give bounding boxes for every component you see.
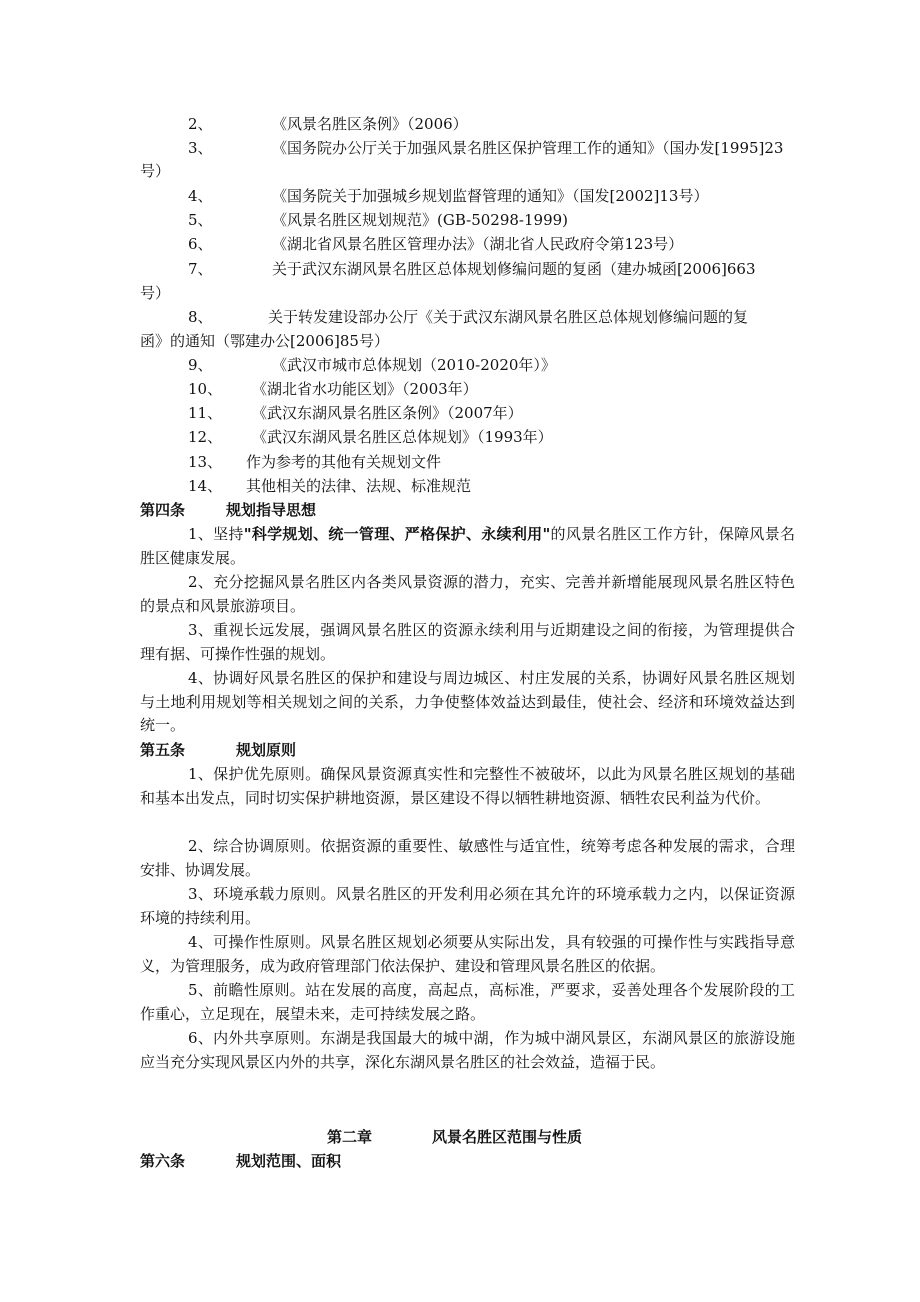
chapter-2-title: 风景名胜区范围与性质 xyxy=(432,1128,583,1146)
list-item-continuation: 号） xyxy=(140,162,171,180)
article-5-title: 规划原则 xyxy=(236,741,297,759)
list-item: 2、 xyxy=(188,115,213,133)
article-5-item-3: 3、环境承载力原则。风景名胜区的开发利用必须在其允许的环境承载力之内，以保证资源环境的持续利用。 xyxy=(140,885,795,927)
article-4-item-2: 2、充分挖掘风景名胜区内各类风景资源的潜力，充实、完善并新增能展现风景名胜区特色的景点和风景旅游项目。 xyxy=(140,573,795,615)
article-5-item-5: 5、前瞻性原则。站在发展的高度，高起点，高标准，严要求，妥善处理各个发展阶段的工作重心，立足现在，展望未来，走可持续发展之路。 xyxy=(140,981,795,1023)
chapter-2-label: 第二章 xyxy=(327,1128,373,1146)
article-4-title: 规划指导思想 xyxy=(226,501,317,519)
list-item-text: 关于转发建设部办公厅《关于武汉东湖风景名胜区总体规划修编问题的复 xyxy=(268,308,749,326)
article-5-item-6: 6、内外共享原则。东湖是我国最大的城中湖，作为城中湖风景区，东湖风景区的旅游设施应当充分实现风景区内外的共享，深化东湖风景名胜区的社会效益，造福于民。 xyxy=(140,1029,795,1071)
list-item-text: 《风景名胜区规划规范》(GB-50298-1999) xyxy=(272,211,569,229)
article-5-item-2: 2、综合协调原则。依据资源的重要性、敏感性与适宜性，统筹考虑各种发展的需求，合理安排、协调发展。 xyxy=(140,837,795,879)
list-item-text: 《风景名胜区条例》（2006） xyxy=(272,115,468,133)
list-item: 8、 xyxy=(188,308,213,326)
article-4-label: 第四条 xyxy=(140,501,186,519)
list-item: 14、 xyxy=(188,477,223,495)
article-4-item-4: 4、协调好风景名胜区的保护和建设与周边城区、村庄发展的关系，协调好风景名胜区规划与土地利用规划等相关规划之间的关系，力争使整体效益达到最佳，使社会、经济和环境效益达到统一。 xyxy=(140,669,795,735)
list-item-text: 《武汉东湖风景名胜区总体规划》（1993年） xyxy=(252,428,553,446)
list-item: 9、 xyxy=(188,356,213,374)
list-item-text: 关于武汉东湖风景名胜区总体规划修编问题的复函（建办城函[2006]663 xyxy=(272,260,756,278)
list-item-continuation: 函》的通知（鄂建办公[2006]85号） xyxy=(140,332,389,350)
list-item: 5、 xyxy=(188,211,213,229)
list-item: 13、 xyxy=(188,453,223,471)
article-4-item-1: 1、坚持"科学规划、统一管理、严格保护、永续利用"的风景名胜区工作方针，保障风景名胜区健康发展。 xyxy=(140,525,795,567)
article-6-title: 规划范围、面积 xyxy=(236,1152,342,1170)
article-6-label: 第六条 xyxy=(140,1152,186,1170)
article-5-item-1: 1、保护优先原则。确保风景资源真实性和完整性不被破坏，以此为风景名胜区规划的基础和基本出发点，同时切实保护耕地资源，景区建设不得以牺牲耕地资源、牺牲农民利益为代价。 xyxy=(140,765,795,807)
article-5-item-4: 4、可操作性原则。风景名胜区规划必须要从实际出发，具有较强的可操作性与实践指导意义，为管理服务，成为政府管理部门依法保护、建设和管理风景名胜区的依据。 xyxy=(140,933,795,975)
list-item: 11、 xyxy=(188,404,223,422)
article-5-label: 第五条 xyxy=(140,741,186,759)
list-item-text: 《国务院关于加强城乡规划监督管理的通知》（国发[2002]13号） xyxy=(272,187,709,205)
list-item-text: 《湖北省风景名胜区管理办法》（湖北省人民政府令第123号） xyxy=(272,235,684,253)
list-item: 10、 xyxy=(188,380,223,398)
article-4-item-3: 3、重视长远发展，强调风景名胜区的资源永续利用与近期建设之间的衔接，为管理提供合理有据、可操作性强的规划。 xyxy=(140,621,795,663)
list-item: 3、 xyxy=(188,139,213,157)
list-item: 6、 xyxy=(188,235,213,253)
list-item-text: 作为参考的其他有关规划文件 xyxy=(246,453,442,471)
list-item: 7、 xyxy=(188,260,213,278)
list-item-continuation: 号） xyxy=(140,284,171,302)
list-item-text: 《湖北省水功能区划》（2003年） xyxy=(252,380,478,398)
list-item-text: 《武汉市城市总体规划（2010-2020年）》 xyxy=(272,356,556,374)
list-item-text: 其他相关的法律、法规、标准规范 xyxy=(246,477,472,495)
list-item-text: 《国务院办公厅关于加强风景名胜区保护管理工作的通知》（国办发[1995]23 xyxy=(272,139,784,157)
list-item: 12、 xyxy=(188,428,223,446)
list-item: 4、 xyxy=(188,187,213,205)
list-item-text: 《武汉东湖风景名胜区条例》（2007年） xyxy=(252,404,523,422)
